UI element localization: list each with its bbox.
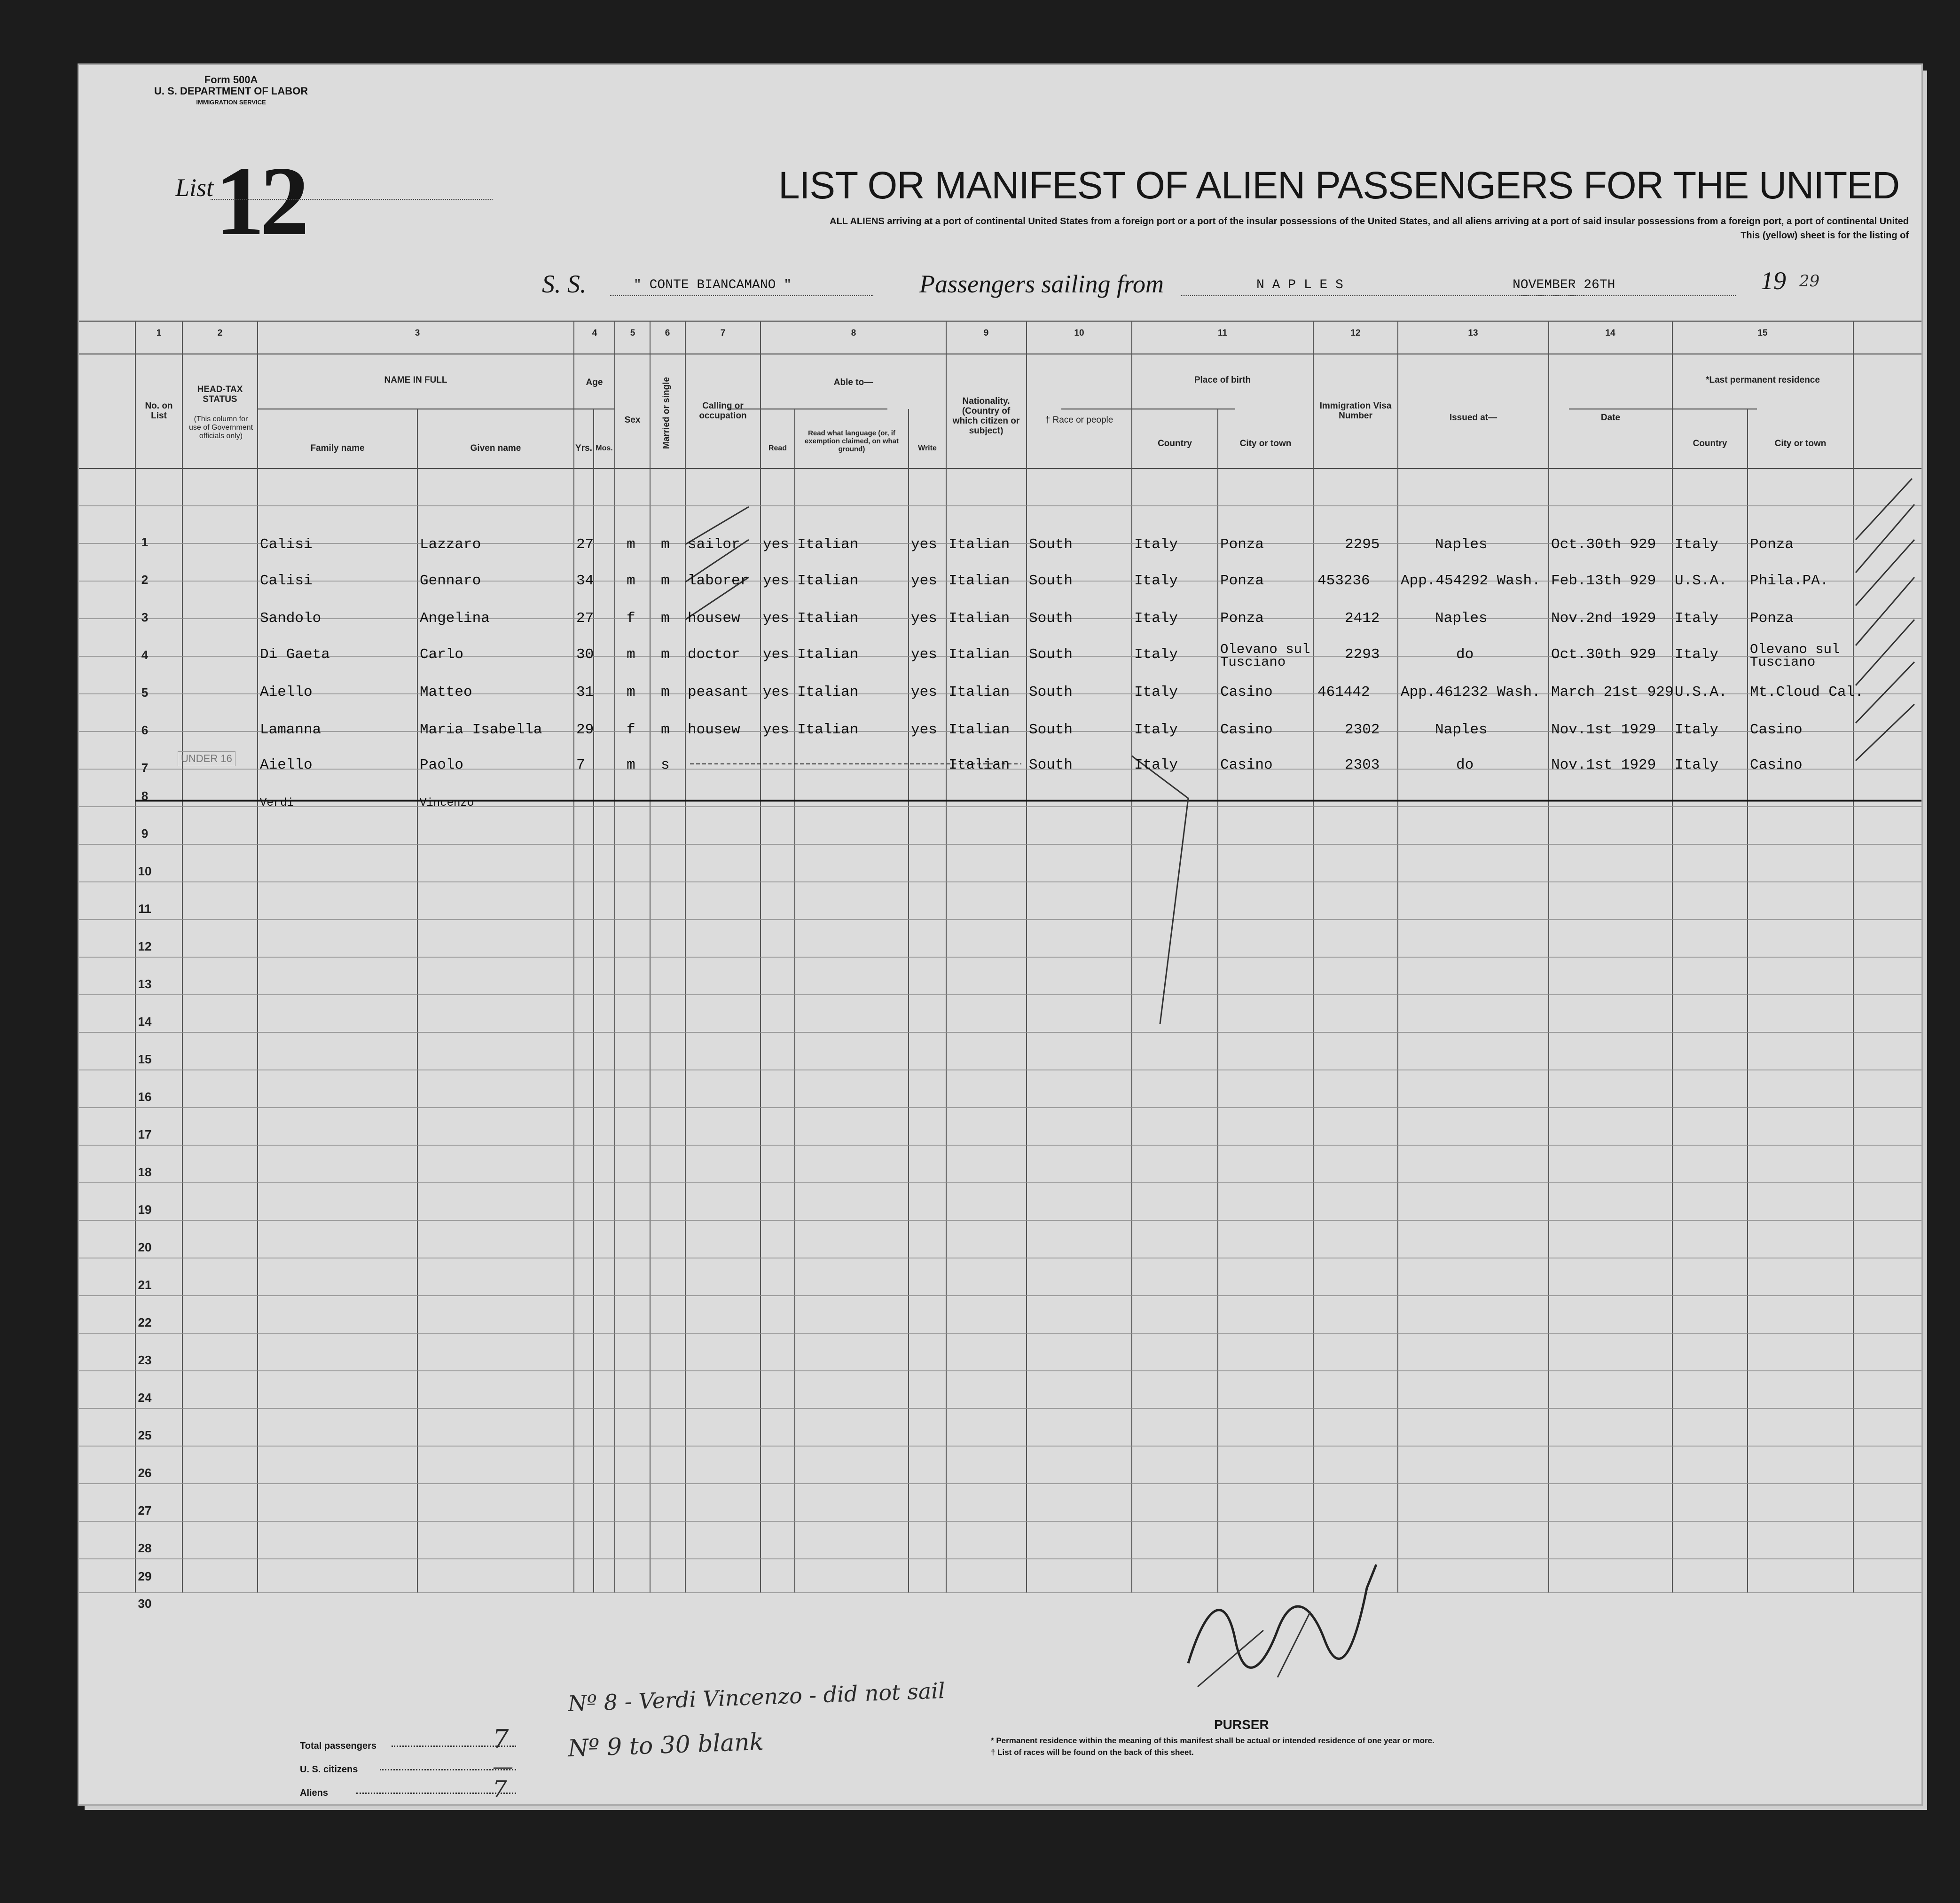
age: 30	[576, 646, 594, 663]
nationality: Italian	[949, 722, 1010, 738]
row-number: 2	[141, 573, 149, 587]
age: 34	[576, 573, 594, 589]
marital: m	[661, 573, 670, 589]
col-num-5: 5	[630, 328, 635, 338]
age: 7	[576, 757, 585, 773]
language: Italian	[797, 573, 859, 589]
note-did-not-sail: Nº 8 - Verdi Vincenzo - did not sail	[567, 1678, 946, 1716]
visa-number: 453236	[1317, 573, 1370, 589]
race: South	[1029, 646, 1073, 663]
row-number: 23	[138, 1353, 152, 1367]
header-res-country: Country	[1693, 439, 1727, 448]
row-number: 21	[138, 1278, 152, 1292]
given-name: Paolo	[420, 757, 464, 773]
read: yes	[763, 536, 789, 553]
header-mos: Mos.	[596, 444, 613, 452]
occupation: laborer	[688, 573, 749, 589]
col-num-1: 1	[156, 328, 162, 338]
occupation: housew	[688, 722, 740, 738]
row-number: 12	[138, 939, 152, 953]
header-head-tax-note: (This column for use of Government officials only)	[188, 415, 253, 440]
visa-date: March 21st 929	[1551, 684, 1674, 700]
under16-stamp: UNDER 16	[178, 751, 235, 766]
row-number: 28	[138, 1541, 152, 1555]
occupation: housew	[688, 610, 740, 627]
visa-number: 461442	[1317, 684, 1370, 700]
res-country: Italy	[1675, 757, 1719, 773]
given-name: Angelina	[420, 610, 490, 627]
birth-country: Italy	[1134, 757, 1178, 773]
sex: f	[627, 610, 635, 627]
family-name: Aiello	[260, 684, 313, 700]
age: 27	[576, 610, 594, 627]
visa-date: Oct.30th 929	[1551, 536, 1656, 553]
purser-signature	[1169, 1546, 1386, 1696]
col-num-8: 8	[851, 328, 856, 338]
header-family-name: Family name	[310, 443, 365, 453]
birth-country: Italy	[1134, 536, 1178, 553]
given-name: Lazzaro	[420, 536, 481, 553]
aliens-label: Aliens	[300, 1788, 329, 1798]
header-birth-country: Country	[1158, 439, 1192, 448]
page-title: LIST OR MANIFEST OF ALIEN PASSENGERS FOR THE UNITED	[778, 164, 1900, 207]
subtitle-line-1: ALL ALIENS arriving at a port of continental United States from a foreign port or a port of the insular possessions of the United States, and all aliens arriving at a port of said insular possessions from a foreign port, a port of continental United	[830, 216, 1909, 227]
marital: m	[661, 722, 670, 738]
nationality: Italian	[949, 610, 1010, 627]
nationality: Italian	[949, 757, 1010, 773]
birth-city: Casino	[1220, 757, 1273, 773]
issued-at: Naples	[1435, 610, 1488, 627]
header-yrs: Yrs.	[575, 443, 592, 453]
visa-number: 2293	[1345, 646, 1380, 663]
row-number: 27	[138, 1503, 152, 1518]
sex: m	[627, 536, 635, 553]
col-num-2: 2	[217, 328, 223, 338]
row-number: 7	[141, 761, 149, 775]
occupation: doctor	[688, 646, 740, 663]
sex: m	[627, 646, 635, 663]
visa-number: 2412	[1345, 610, 1380, 627]
sex: m	[627, 573, 635, 589]
row-number: 17	[138, 1127, 152, 1141]
row-number: 5	[141, 685, 149, 700]
sex: f	[627, 722, 635, 738]
row-number: 18	[138, 1165, 152, 1179]
race: South	[1029, 722, 1073, 738]
row-number: 6	[141, 723, 149, 737]
write: yes	[911, 536, 937, 553]
header-age: Age	[586, 377, 603, 387]
header-calling: Calling or occupation	[699, 401, 747, 421]
birth-country: Italy	[1134, 573, 1178, 589]
row-number: 22	[138, 1315, 152, 1329]
us-citizens-value: —	[493, 1755, 513, 1779]
birth-city: Ponza	[1220, 610, 1264, 627]
header-last-residence: *Last permanent residence	[1706, 375, 1820, 385]
language: Italian	[797, 684, 859, 700]
row-number: 19	[138, 1203, 152, 1217]
issued-at: do	[1456, 757, 1474, 773]
occupation: peasant	[688, 684, 749, 700]
row-number: 24	[138, 1391, 152, 1405]
issued-at: App.454292 Wash.	[1401, 573, 1541, 589]
family-name: Sandolo	[260, 610, 321, 627]
race: South	[1029, 573, 1073, 589]
nationality: Italian	[949, 573, 1010, 589]
header-married: Married or single	[661, 377, 672, 449]
race: South	[1029, 610, 1073, 627]
res-country: Italy	[1675, 610, 1719, 627]
family-name: Calisi	[260, 573, 313, 589]
race: South	[1029, 536, 1073, 553]
issued-at: Naples	[1435, 722, 1488, 738]
row-number: 13	[138, 977, 152, 991]
header-date: Date	[1600, 413, 1621, 423]
col-num-3: 3	[415, 328, 420, 338]
table-grid	[79, 65, 1921, 1804]
res-country: U.S.A.	[1675, 573, 1727, 589]
res-city: Ponza	[1750, 610, 1794, 627]
res-country: Italy	[1675, 536, 1719, 553]
header-read: Read	[768, 444, 787, 452]
subtitle-line-2: This (yellow) sheet is for the listing of	[1740, 230, 1909, 241]
res-city: Ponza	[1750, 536, 1794, 553]
birth-country: Italy	[1134, 722, 1178, 738]
row-number: 3	[141, 610, 149, 624]
header-race: † Race or people	[1045, 415, 1113, 425]
birth-city: Ponza	[1220, 573, 1264, 589]
visa-date: Nov.1st 1929	[1551, 757, 1656, 773]
row-number: 11	[138, 902, 151, 916]
ss-label: S. S.	[542, 270, 587, 298]
ship-name: " CONTE BIANCAMANO "	[634, 278, 792, 292]
department: U. S. DEPARTMENT OF LABOR	[154, 85, 308, 97]
nationality: Italian	[949, 536, 1010, 553]
write: yes	[911, 610, 937, 627]
col-num-15: 15	[1757, 328, 1768, 338]
col-num-4: 4	[592, 328, 597, 338]
given-name: Gennaro	[420, 573, 481, 589]
visa-number: 2302	[1345, 722, 1380, 738]
col-num-9: 9	[983, 328, 989, 338]
sex: m	[627, 684, 635, 700]
res-city: Casino	[1750, 757, 1803, 773]
col-num-7: 7	[720, 328, 726, 338]
age: 29	[576, 722, 594, 738]
birth-country: Italy	[1134, 646, 1178, 663]
sailing-label: Passengers sailing from	[919, 270, 1164, 298]
col-num-13: 13	[1468, 328, 1478, 338]
read: yes	[763, 646, 789, 663]
res-city: Olevano sul Tusciano	[1750, 642, 1840, 670]
header-write: Write	[918, 444, 937, 452]
header-issued-at: Issued at—	[1449, 413, 1497, 423]
col-num-14: 14	[1605, 328, 1615, 338]
row-number: 20	[138, 1240, 152, 1254]
footnote-races: † List of races will be found on the back of this sheet.	[991, 1748, 1194, 1757]
read: yes	[763, 684, 789, 700]
issued-at: App.461232 Wash.	[1401, 684, 1541, 700]
form-number: Form 500A	[204, 74, 258, 86]
given-name: Vincenzo	[420, 797, 474, 810]
nationality: Italian	[949, 646, 1010, 663]
row-number: 15	[138, 1052, 152, 1066]
read: yes	[763, 610, 789, 627]
family-name: Di Gaeta	[260, 646, 330, 663]
col-num-10: 10	[1074, 328, 1084, 338]
read: yes	[763, 722, 789, 738]
birth-city: Olevano sul Tusciano	[1220, 642, 1310, 670]
res-city: Phila.PA.	[1750, 573, 1829, 589]
race: South	[1029, 757, 1073, 773]
year-suffix: 29	[1799, 272, 1820, 291]
given-name: Carlo	[420, 646, 464, 663]
col-num-12: 12	[1350, 328, 1361, 338]
total-passengers-value: 7	[493, 1724, 509, 1754]
issued-at: Naples	[1435, 536, 1488, 553]
header-name-in-full: NAME IN FULL	[384, 375, 447, 385]
list-label: List	[175, 173, 214, 202]
language: Italian	[797, 536, 859, 553]
year-prefix: 19	[1761, 267, 1786, 295]
service: IMMIGRATION SERVICE	[196, 99, 266, 106]
visa-date: Feb.13th 929	[1551, 573, 1656, 589]
marital: m	[661, 684, 670, 700]
given-name: Matteo	[420, 684, 472, 700]
row-number: 25	[138, 1428, 152, 1442]
header-nationality: Nationality. (Country of which citizen or subject)	[952, 396, 1020, 436]
language: Italian	[797, 722, 859, 738]
language: Italian	[797, 610, 859, 627]
note-blank-rows: Nº 9 to 30 blank	[567, 1728, 764, 1762]
row-number: 29	[138, 1569, 152, 1583]
birth-city: Ponza	[1220, 536, 1264, 553]
col-num-11: 11	[1217, 328, 1228, 338]
visa-number: 2303	[1345, 757, 1380, 773]
marital: m	[661, 536, 670, 553]
header-res-city: City or town	[1774, 439, 1827, 448]
us-citizens-label: U. S. citizens	[300, 1764, 358, 1775]
write: yes	[911, 646, 937, 663]
row-number: 4	[141, 648, 149, 662]
res-country: U.S.A.	[1675, 684, 1727, 700]
occupation: sailor	[688, 536, 740, 553]
header-birth-city: City or town	[1239, 439, 1292, 448]
nationality: Italian	[949, 684, 1010, 700]
visa-date: Nov.1st 1929	[1551, 722, 1656, 738]
family-name: Lamanna	[260, 722, 321, 738]
write: yes	[911, 573, 937, 589]
purser-label: PURSER	[1214, 1717, 1269, 1732]
marital: s	[661, 757, 670, 773]
row-number: 30	[138, 1596, 152, 1611]
birth-country: Italy	[1134, 684, 1178, 700]
header-read-lang: Read what language (or, if exemption claimed, on what ground)	[804, 429, 899, 453]
header-able-to: Able to—	[833, 377, 873, 387]
dots	[356, 1793, 516, 1794]
col-num-6: 6	[665, 328, 670, 338]
family-name: Verdi	[260, 797, 294, 810]
language: Italian	[797, 646, 859, 663]
row-number: 8	[141, 789, 149, 803]
write: yes	[911, 722, 937, 738]
manifest-sheet	[78, 63, 1923, 1806]
birth-city: Casino	[1220, 684, 1273, 700]
res-country: Italy	[1675, 646, 1719, 663]
sex: m	[627, 757, 635, 773]
visa-date: Nov.2nd 1929	[1551, 610, 1656, 627]
age: 31	[576, 684, 594, 700]
header-given-name: Given name	[470, 443, 521, 453]
issued-at: do	[1456, 646, 1474, 663]
row-number: 9	[141, 826, 149, 841]
visa-number: 2295	[1345, 536, 1380, 553]
visa-date: Oct.30th 929	[1551, 646, 1656, 663]
write: yes	[911, 684, 937, 700]
total-passengers-label: Total passengers	[300, 1741, 377, 1751]
header-sex: Sex	[624, 415, 641, 425]
birth-city: Casino	[1220, 722, 1273, 738]
header-place-of-birth: Place of birth	[1194, 375, 1251, 385]
read: yes	[763, 573, 789, 589]
race: South	[1029, 684, 1073, 700]
res-country: Italy	[1675, 722, 1719, 738]
list-number: 12	[215, 147, 305, 256]
family-name: Aiello	[260, 757, 313, 773]
row-number: 1	[141, 535, 149, 549]
family-name: Calisi	[260, 536, 313, 553]
aliens-value: 7	[493, 1776, 507, 1802]
row-number: 26	[138, 1466, 152, 1480]
header-visa: Immigration Visa Number	[1319, 401, 1392, 421]
header-head-tax: HEAD-TAX STATUS	[197, 385, 243, 404]
marital: m	[661, 610, 670, 627]
marital: m	[661, 646, 670, 663]
row-number: 16	[138, 1090, 152, 1104]
header-no-on-list: No. on List	[145, 401, 173, 421]
port-name: N A P L E S	[1256, 278, 1343, 292]
row-number: 14	[138, 1014, 152, 1029]
given-name: Maria Isabella	[420, 722, 542, 738]
row-number: 10	[138, 864, 152, 878]
res-city: Casino	[1750, 722, 1803, 738]
footnote-residence: * Permanent residence within the meaning of this manifest shall be actual or intended residence of one year or more.	[991, 1736, 1435, 1745]
age: 27	[576, 536, 594, 553]
birth-country: Italy	[1134, 610, 1178, 627]
sailing-date: NOVEMBER 26TH	[1513, 278, 1615, 292]
res-city: Mt.Cloud Cal.	[1750, 684, 1864, 700]
